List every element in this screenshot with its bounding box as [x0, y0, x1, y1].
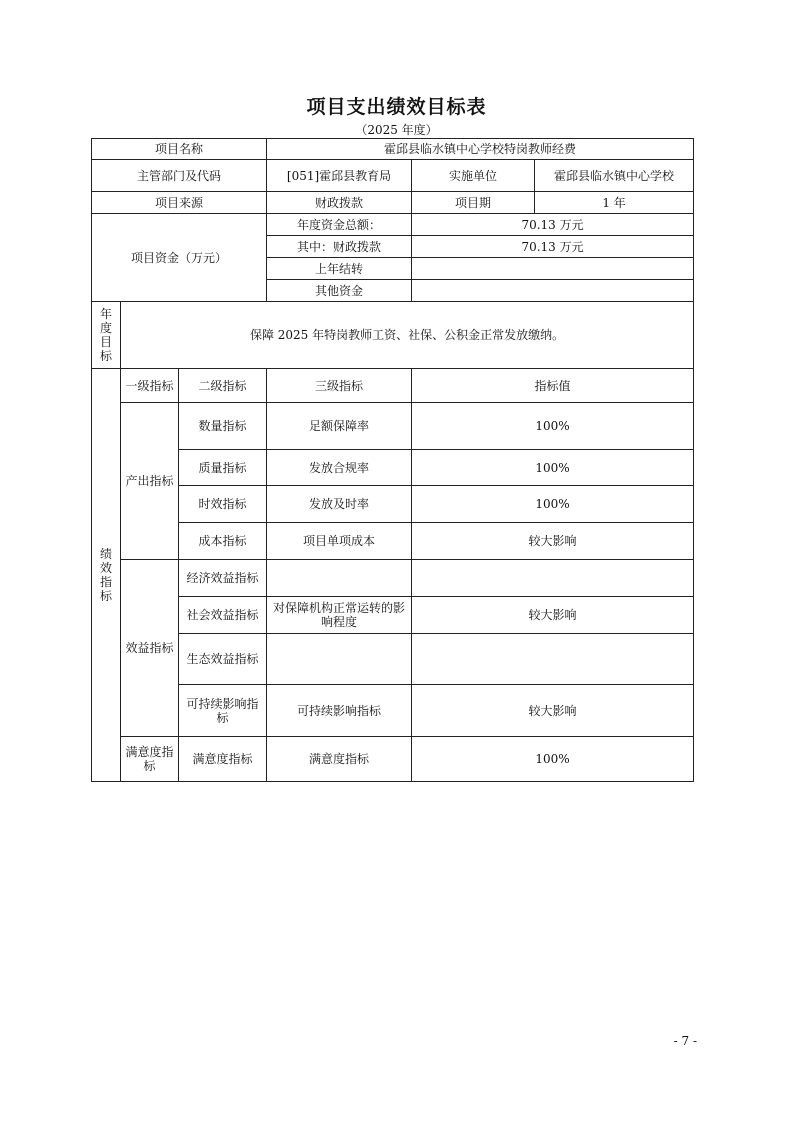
funds-row-value — [412, 258, 694, 280]
funds-row-label: 年度资金总额： — [267, 214, 412, 236]
table-row — [92, 560, 694, 597]
indicator-level2: 社会效益指标 — [179, 597, 267, 634]
indicator-level3: 发放及时率 — [267, 486, 412, 523]
indicator-level3: 满意度指标 — [267, 737, 412, 782]
annual-goal-label: 年度目标 — [92, 302, 121, 369]
table-row — [92, 737, 694, 782]
performance-goal-table — [91, 138, 694, 782]
funds-row-value — [412, 280, 694, 302]
indicator-level2: 生态效益指标 — [179, 634, 267, 685]
indicator-value — [412, 634, 694, 685]
indicator-level2: 满意度指标 — [179, 737, 267, 782]
indicator-level3: 发放合规率 — [267, 450, 412, 486]
period-value: 1 年 — [535, 192, 694, 214]
table-row — [92, 302, 694, 369]
table-row — [92, 160, 694, 192]
header-level2: 二级指标 — [179, 369, 267, 403]
indicator-value: 100% — [412, 403, 694, 450]
funds-row-label: 其他资金 — [267, 280, 412, 302]
table-row — [92, 369, 694, 403]
indicator-value: 100% — [412, 450, 694, 486]
source-value: 财政拨款 — [267, 192, 412, 214]
indicator-level2: 数量指标 — [179, 403, 267, 450]
dept-value: [051]霍邱县教育局 — [267, 160, 412, 192]
indicator-value — [412, 560, 694, 597]
funds-row-label: 上年结转 — [267, 258, 412, 280]
page-title: 项目支出绩效目标表 — [306, 96, 487, 118]
indicator-level3: 对保障机构正常运转的影响程度 — [267, 597, 412, 634]
period-label: 项目期 — [412, 192, 535, 214]
annual-goal-value: 保障 2025 年特岗教师工资、社保、公积金正常发放缴纳。 — [121, 302, 694, 369]
indicator-value: 较大影响 — [412, 597, 694, 634]
indicator-value: 100% — [412, 737, 694, 782]
table-row — [92, 192, 694, 214]
funds-row-value: 70.13 万元 — [412, 214, 694, 236]
page-subtitle: （2025 年度） — [355, 123, 438, 137]
indicator-level3 — [267, 560, 412, 597]
impl-unit-label: 实施单位 — [412, 160, 535, 192]
project-name-label: 项目名称 — [92, 139, 267, 160]
perf-indicators-label: 绩效指标 — [92, 369, 121, 782]
indicator-level3: 足额保障率 — [267, 403, 412, 450]
source-label: 项目来源 — [92, 192, 267, 214]
table-row — [92, 597, 694, 634]
indicator-value: 较大影响 — [412, 685, 694, 737]
header-level1: 一级指标 — [121, 369, 179, 403]
table-row — [92, 403, 694, 450]
table-row — [92, 450, 694, 486]
group-benefit: 效益指标 — [121, 560, 179, 737]
indicator-level3: 项目单项成本 — [267, 523, 412, 560]
table-row — [92, 634, 694, 685]
group-output: 产出指标 — [121, 403, 179, 560]
funds-row-value: 70.13 万元 — [412, 236, 694, 258]
impl-unit-value: 霍邱县临水镇中心学校 — [535, 160, 694, 192]
table-row — [92, 139, 694, 160]
group-satisfaction: 满意度指标 — [121, 737, 179, 782]
header-value: 指标值 — [412, 369, 694, 403]
indicator-value: 较大影响 — [412, 523, 694, 560]
indicator-level3 — [267, 634, 412, 685]
funds-row-label: 其中：财政拨款 — [267, 236, 412, 258]
table-row — [92, 523, 694, 560]
indicator-level2: 质量指标 — [179, 450, 267, 486]
project-name-value: 霍邱县临水镇中心学校特岗教师经费 — [267, 139, 694, 160]
indicator-level2: 时效指标 — [179, 486, 267, 523]
table-row — [92, 214, 694, 236]
funds-label: 项目资金（万元） — [92, 214, 267, 302]
indicator-level2: 经济效益指标 — [179, 560, 267, 597]
header-level3: 三级指标 — [267, 369, 412, 403]
table-row — [92, 685, 694, 737]
indicator-level3: 可持续影响指标 — [267, 685, 412, 737]
page-number: - 7 - — [673, 1034, 697, 1048]
indicator-level2: 可持续影响指标 — [179, 685, 267, 737]
indicator-level2: 成本指标 — [179, 523, 267, 560]
table-row — [92, 486, 694, 523]
dept-label: 主管部门及代码 — [92, 160, 267, 192]
indicator-value: 100% — [412, 486, 694, 523]
